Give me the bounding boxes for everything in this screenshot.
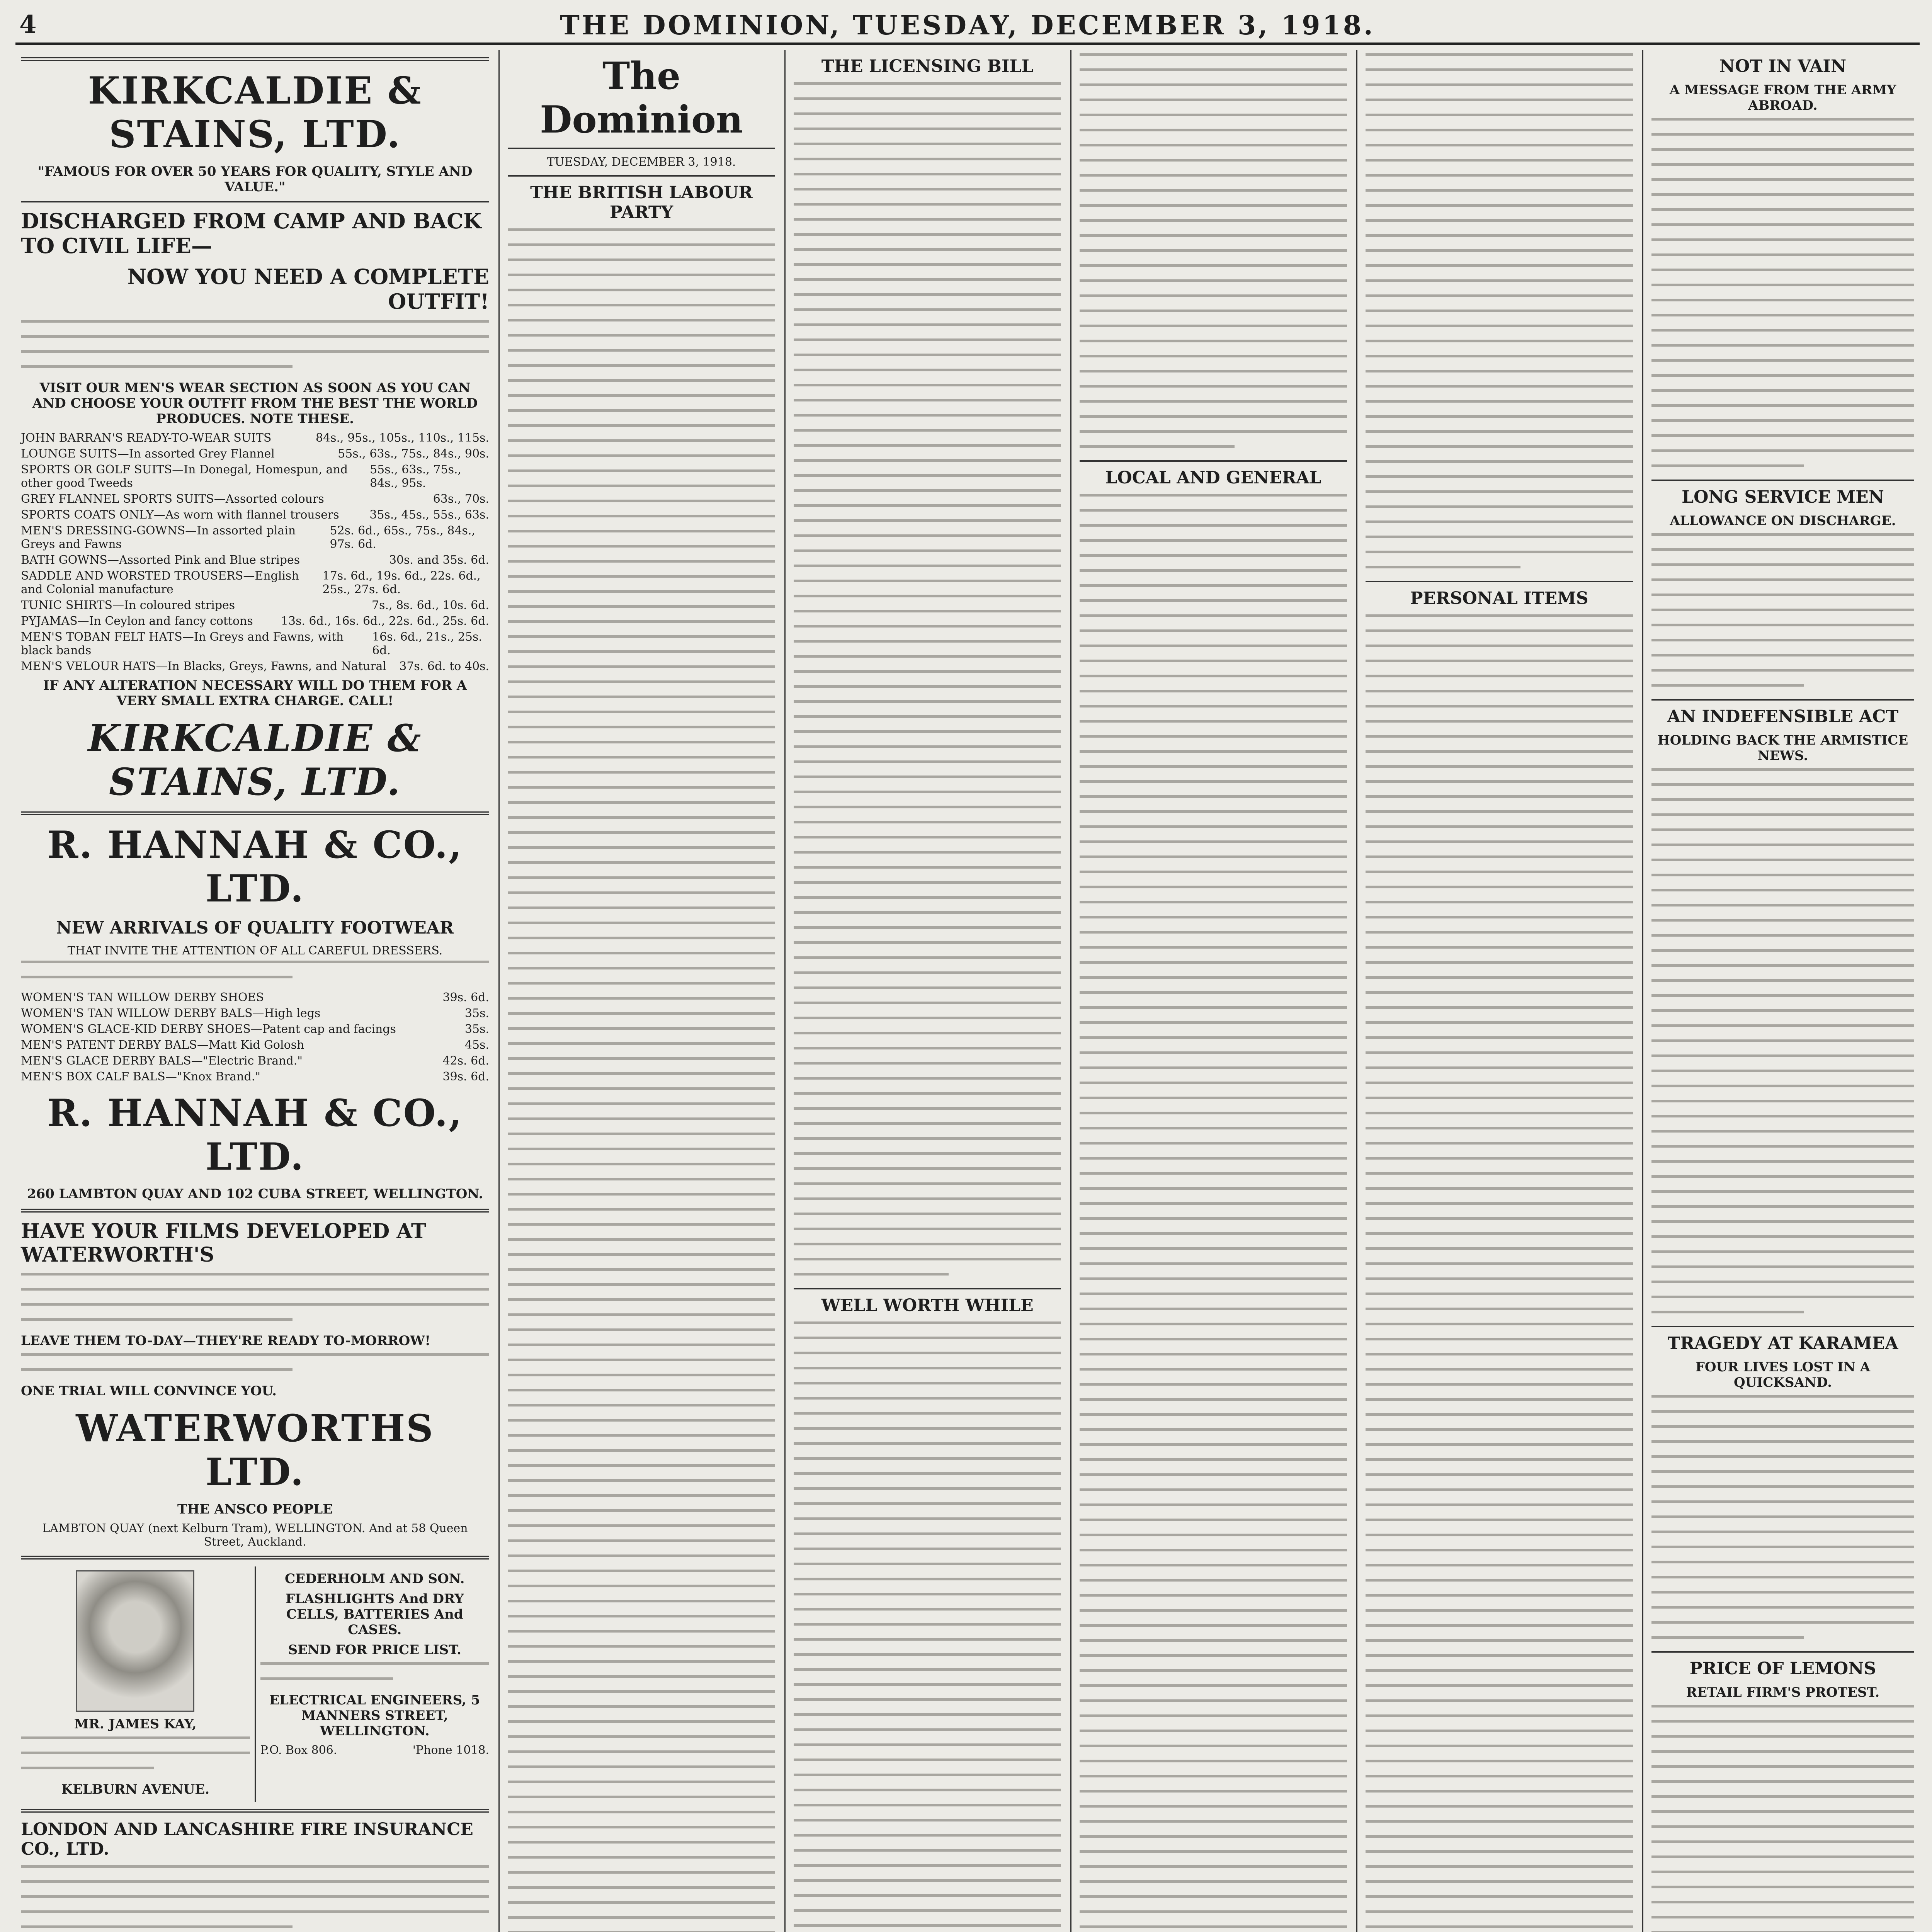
london-lancashire-title: LONDON AND LANCASHIRE FIRE INSURANCE CO., LTD. [21,1820,473,1859]
cederholm-po: P.O. Box 806. [260,1743,337,1757]
outfit-heading: NOW YOU NEED A COMPLETE OUTFIT! [127,264,489,314]
long-service-title: LONG SERVICE MEN [1682,487,1884,507]
list-item: JOHN BARRAN'S READY-TO-WEAR SUITS 84s., 95s., 105s., 110s., 115s. [21,431,489,445]
list-item: BATH GOWNS—Assorted Pink and Blue stripes 30s. and 35s. 6d. [21,553,489,567]
cederholm-phone: 'Phone 1018. [412,1743,489,1757]
kay-portrait [76,1570,194,1712]
films-trial: ONE TRIAL WILL CONVINCE YOU. [21,1383,277,1399]
worth-body [794,1321,1061,1932]
well-worth-while-title: WELL WORTH WHILE [821,1296,1034,1315]
list-item: WOMEN'S TAN WILLOW DERBY BALS—High legs 35s. [21,1007,489,1020]
list-item: TUNIC SHIRTS—In coloured stripes 7s., 8s. 6d., 10s. 6d. [21,599,489,612]
page-header [15,8,1920,45]
karamea-subtitle: FOUR LIVES LOST IN A QUICKSAND. [1695,1359,1871,1390]
hannah-subtitle-2: THAT INVITE THE ATTENTION OF ALL CAREFUL DRESSERS. [67,944,443,957]
kirkcaldie-tagline: "FAMOUS FOR OVER 50 YEARS FOR QUALITY, STYLE AND VALUE." [37,164,473,195]
footwear-list [21,991,489,1083]
kay-address: KELBURN AVENUE. [61,1782,210,1797]
list-item: GREY FLANNEL SPORTS SUITS—Assorted colours 63s., 70s. [21,492,489,506]
waterworths-title: WATERWORTHS LTD. [76,1406,434,1494]
column-rule [1070,50,1071,1932]
licensing-column [788,50,1066,1932]
price-of-lemons-title: PRICE OF LEMONS [1689,1659,1876,1679]
discharged-heading: DISCHARGED FROM CAMP AND BACK TO CIVIL LIFE— [21,209,481,258]
price-of-lemons-subtitle: RETAIL FIRM'S PROTEST. [1686,1685,1880,1700]
dateline: TUESDAY, DECEMBER 3, 1918. [547,155,736,169]
list-item: MEN'S BOX CALF BALS—"Knox Brand." 39s. 6d. [21,1070,489,1083]
cederholm-title: CEDERHOLM AND SON. [285,1571,465,1587]
waterworths-address: LAMBTON QUAY (next Kelburn Tram), WELLINGTON. And at 58 Queen Street, Auckland. [42,1522,468,1549]
personal-items-title: PERSONAL ITEMS [1410,588,1588,608]
list-item: SPORTS OR GOLF SUITS—In Donegal, Homespun, and other good Tweeds 55s., 63s., 75s., 84s., 95s. [21,463,462,490]
indefensible-act-subtitle: HOLDING BACK THE ARMISTICE NEWS. [1657,733,1908,764]
column-rule [498,50,500,1932]
nameplate: The Dominion [540,54,743,141]
cederholm-items: FLASHLIGHTS And DRY CELLS, BATTERIES And CASES. [286,1591,464,1638]
masthead: THE DOMINION, TUESDAY, DECEMBER 3, 1918. [560,10,1375,41]
column-rule [1642,50,1643,1932]
kirkcaldie-ad-title: KIRKCALDIE & STAINS, LTD. [88,69,422,156]
editorial-body [508,228,775,1932]
kay-name: MR. JAMES KAY, [74,1716,197,1732]
list-item: MEN'S TOBAN FELT HATS—In Greys and Fawns, with black bands 16s. 6d., 21s., 25s. 6d. [21,630,482,657]
list-item: MEN'S PATENT DERBY BALS—Matt Kid Golosh 45s. [21,1038,489,1052]
advertisement-column [15,50,495,1932]
karamea-title: TRAGEDY AT KARAMEA [1667,1333,1898,1353]
list-item: MEN'S GLACE DERBY BALS—"Electric Brand." 42s. 6d. [21,1054,489,1068]
menswear-list [21,431,489,673]
films-heading: HAVE YOUR FILMS DEVELOPED AT WATERWORTH'S [21,1219,426,1267]
list-item: MEN'S VELOUR HATS—In Blacks, Greys, Fawns, and Natural 37s. 6d. to 40s. [21,660,489,673]
cederholm-price-list: SEND FOR PRICE LIST. [288,1642,461,1658]
list-item: WOMEN'S GLACE-KID DERBY SHOES—Patent cap and facings 35s. [21,1022,489,1036]
alteration-notice: IF ANY ALTERATION NECESSARY WILL DO THEM FOR A VERY SMALL EXTRA CHARGE. CALL! [43,678,467,709]
waterworths-subtitle: THE ANSCO PEOPLE [177,1502,333,1517]
indefensible-act-title: AN INDEFENSIBLE ACT [1667,707,1899,726]
not-in-vain-title: NOT IN VAIN [1719,56,1847,76]
news-column [1074,50,1352,1932]
hannah-ad-title: R. HANNAH & CO., LTD. [47,823,463,910]
editorial-column [502,50,781,1932]
local-body [1080,494,1347,1932]
hannah-footer: R. HANNAH & CO., LTD. [47,1091,463,1179]
licensing-bill-title: THE LICENSING BILL [821,56,1034,76]
editorial-title: THE BRITISH LABOUR PARTY [530,183,753,222]
films-leave: LEAVE THEM TO-DAY—THEY'RE READY TO-MORROW! [21,1333,431,1349]
list-item: WOMEN'S TAN WILLOW DERBY SHOES 39s. 6d. [21,991,489,1004]
local-and-general-title: LOCAL AND GENERAL [1105,468,1321,488]
cables-column [1646,50,1920,1932]
hannah-subtitle: NEW ARRIVALS OF QUALITY FOOTWEAR [56,918,454,938]
personal-body [1366,614,1633,1932]
personal-column [1360,50,1638,1932]
licensing-body [794,82,1061,1276]
page-number: 4 [19,10,37,39]
list-item: SPORTS COATS ONLY—As worn with flannel trousers 35s., 45s., 55s., 63s. [21,508,489,522]
kirkcaldie-footer: KIRKCALDIE & STAINS, LTD. [88,716,422,804]
long-service-subtitle: ALLOWANCE ON DISCHARGE. [1670,513,1896,529]
cederholm-address: ELECTRICAL ENGINEERS, 5 MANNERS STREET, WELLINGTON. [269,1692,480,1739]
visit-notice: VISIT OUR MEN'S WEAR SECTION AS SOON AS YOU CAN AND CHOOSE YOUR OUTFIT FROM THE BEST THE WORLD PRODUCES. NOTE THESE. [32,380,478,427]
list-item: SADDLE AND WORSTED TROUSERS—English and Colonial manufacture 17s. 6d., 19s. 6d., 22s. 6d., 25s., 27s. 6d. [21,569,481,596]
hannah-address: 260 LAMBTON QUAY AND 102 CUBA STREET, WELLINGTON. [27,1186,483,1202]
list-item: MEN'S DRESSING-GOWNS—In assorted plain Greys and Fawns 52s. 6d., 65s., 75s., 84s., 97s. 6d. [21,524,476,551]
list-item: PYJAMAS—In Ceylon and fancy cottons 13s. 6d., 16s. 6d., 22s. 6d., 25s. 6d. [21,614,489,628]
column-rule [1356,50,1357,1932]
column-rule [784,50,786,1932]
list-item: LOUNGE SUITS—In assorted Grey Flannel 55s., 63s., 75s., 84s., 90s. [21,447,489,461]
not-in-vain-subtitle: A MESSAGE FROM THE ARMY ABROAD. [1669,82,1896,113]
